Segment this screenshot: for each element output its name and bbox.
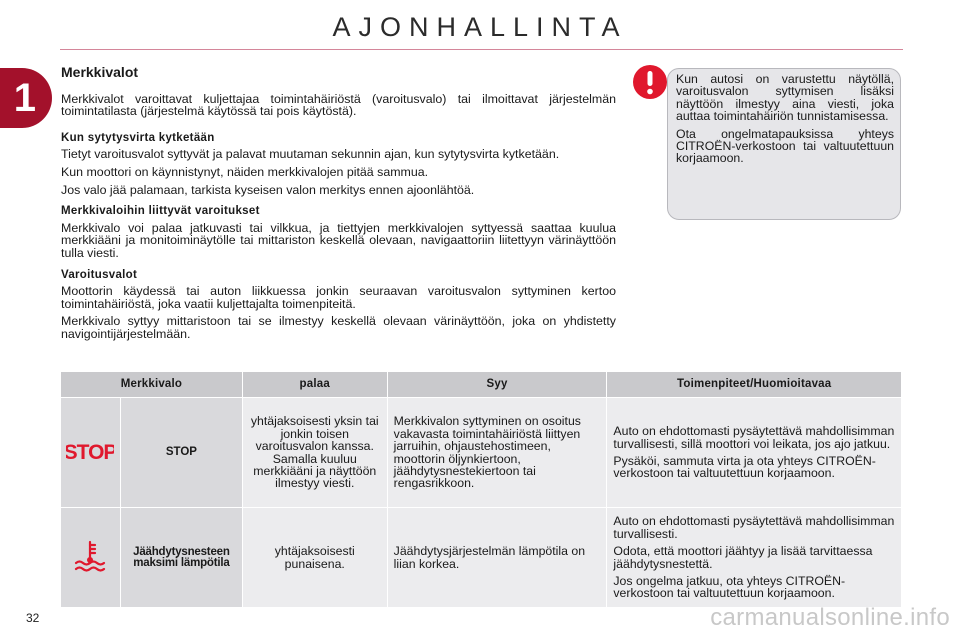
lamp-cause: Jäähdytysjärjestelmän lämpötila on liian korkea. [387, 508, 607, 608]
action-text: Jos ongelma jatkuu, ota yhteys CITROËN-verkostoon tai valtuutettuun korjaamoon. [613, 573, 846, 601]
stop-warning-icon [66, 439, 114, 463]
title-divider [60, 49, 903, 50]
watermark: carmanualsonline.info [710, 604, 950, 631]
coolant-temperature-icon [73, 539, 107, 573]
paragraph: Merkkivalo syttyy mittaristoon tai se ilmestyy keskellä olevaan värinäyttöön, joka on yhdistetty navigointijärjestelmään. [61, 314, 616, 341]
column-header: Merkkivalo [61, 372, 243, 398]
lamp-cause: Merkkivalon syttyminen on osoitus vakavasta toimintahäiriöstä liittyen jarruihin, ohjaustehostimeen, moottorin öljynkiertoon, jäähdytysnestekiertoon tai rengasrikkoon. [387, 398, 607, 508]
exclamation-alert-icon [632, 64, 668, 100]
lamp-name: STOP [120, 398, 242, 508]
paragraph: Jos valo jää palamaan, tarkista kyseisen valon merkitys ennen ajoonlähtöä. [61, 182, 475, 197]
note-paragraph: Kun autosi on varustettu näytöllä, varoitusvalon syttymisen lisäksi näyttöön ilmestyy aina viesti, joka auttaa toimintahäiriön tunnistamisessa. [676, 72, 894, 124]
subheading-warnings: Merkkivaloihin liittyvät varoitukset [61, 205, 260, 218]
lamp-state: yhtäjaksoisesti yksin tai jonkin toisen varoitusvalon kanssa. Samalla kuuluu merkkiääni ja näyttöön ilmestyy viesti. [242, 398, 387, 508]
column-header: palaa [242, 372, 387, 398]
subheading-ignition: Kun sytytysvirta kytketään [61, 131, 215, 144]
stop-icon-text: STOP [66, 441, 115, 464]
page-number: 32 [26, 611, 40, 625]
paragraph: Moottorin käydessä tai auton liikkuessa jonkin seuraavan varoitusvalon syttyminen kertoo toimintahäiriöstä, joka vaatii kuljettajalta toimenpiteitä. [61, 284, 616, 311]
lamp-actions [607, 398, 902, 508]
section-heading: Merkkivalot [61, 64, 139, 80]
chapter-tab: 1 [0, 68, 52, 128]
table-row [61, 508, 902, 608]
action-text: Pysäköi, sammuta virta ja ota yhteys CITROËN-verkostoon tai valtuutettuun korjaamoon. [613, 454, 876, 481]
main-content [61, 66, 616, 346]
action-text: Auto on ehdottomasti pysäytettävä mahdollisimman turvallisesti. [613, 514, 895, 541]
note-paragraph: Ota ongelmatapauksissa yhteys CITROËN-verkostoon tai valtuutettuun korjaamoon. [676, 126, 894, 166]
action-text: Auto on ehdottomasti pysäytettävä mahdollisimman turvallisesti, sillä moottori voi leikata, jos ajo jatkuu. [613, 424, 895, 451]
warning-lamp-table [60, 371, 902, 608]
page-title: AJONHALLINTA [332, 12, 628, 42]
intro-paragraph: Merkkivalot varoittavat kuljettajaa toimintahäiriöstä (varoitusvalo) tai ilmoittavat järjestelmän toimintatilasta (järjestelmä käytössä tai pois käytöstä). [61, 91, 616, 119]
column-header: Syy [387, 372, 607, 398]
lamp-icon-cell [61, 508, 121, 608]
lamp-name: Jäähdytysnesteen maksimi lämpötila [120, 508, 242, 608]
table-header-row [61, 372, 902, 398]
note-box [667, 68, 901, 220]
paragraph: Merkkivalo voi palaa jatkuvasti tai vilkkua, ja tiettyjen merkkivalojen syttyessä saattaa kuulua merkkiääni ja monitoiminäytölle tai mittariston keskellä olevaan, navigaattoriin liitettyyn värinäyttöön tulla viesti. [61, 220, 616, 260]
paragraph: Tietyt varoitusvalot syttyvät ja palavat muutaman sekunnin ajan, kun sytytysvirta kytketään. [61, 147, 560, 162]
action-text: Odota, että moottori jäähtyy ja lisää tarvittaessa jäähdytysnestettä. [613, 544, 873, 571]
paragraph: Kun moottori on käynnistynyt, näiden merkkivalojen pitää sammua. [61, 164, 429, 179]
subheading-warning-lamps: Varoitusvalot [61, 268, 138, 281]
lamp-icon-cell [61, 398, 121, 508]
column-header: Toimenpiteet/Huomioitavaa [607, 372, 902, 398]
table-row [61, 398, 902, 508]
lamp-actions [607, 508, 902, 608]
lamp-state: yhtäjaksoisesti punaisena. [242, 508, 387, 608]
